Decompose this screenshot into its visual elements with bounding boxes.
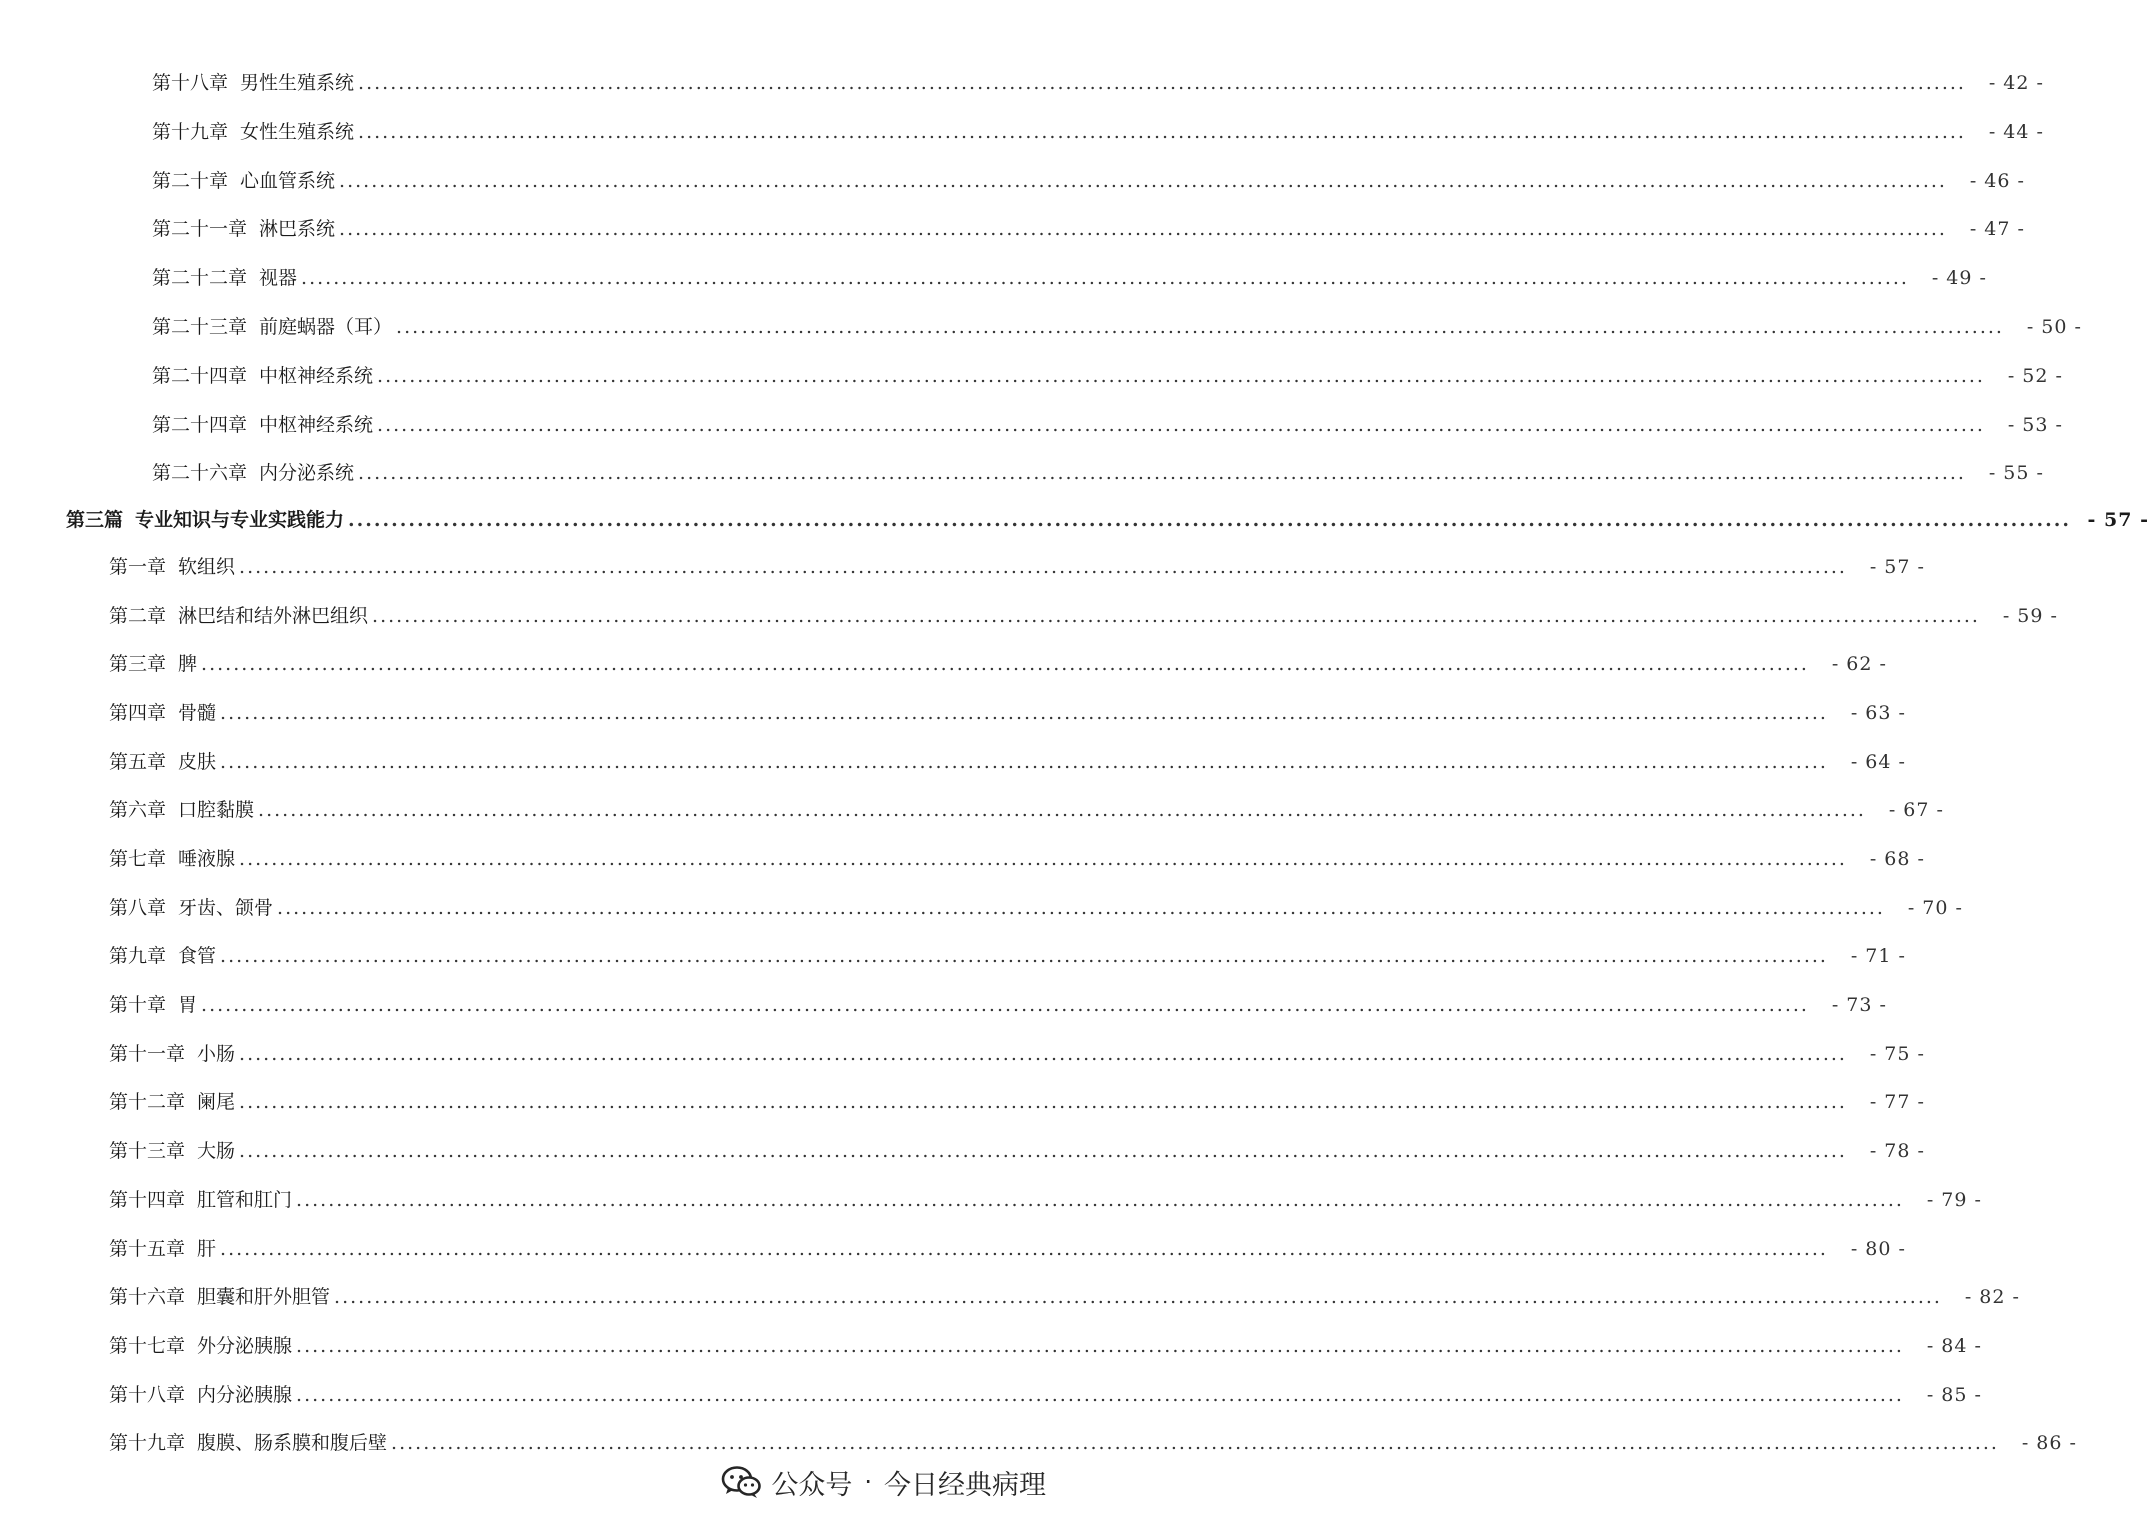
toc-entry-number: 第十二章 — [109, 1091, 186, 1113]
toc-page-number: - 86 - — [2021, 1432, 2077, 1454]
toc-entry-number: 第十九章 — [109, 1432, 186, 1454]
toc-entry-title: 软组织 — [178, 556, 236, 578]
toc-entry-title: 胆囊和肝外胆管 — [197, 1286, 331, 1308]
watermark — [721, 1460, 1046, 1504]
toc-chapter-entry[interactable] — [152, 166, 2025, 196]
toc-entry-title: 淋巴结和结外淋巴组织 — [178, 605, 369, 627]
toc-page-number: - 52 - — [2007, 365, 2063, 387]
toc-entry-title: 食管 — [178, 945, 217, 967]
toc-entry-title: 阑尾 — [197, 1091, 236, 1113]
toc-page-number: - 59 - — [2002, 605, 2058, 627]
toc-dot-leader: ........................................................................................................................................................................................................ — [296, 1189, 1904, 1211]
toc-chapter-entry[interactable] — [109, 1331, 1982, 1361]
toc-page-number: - 70 - — [1907, 897, 1963, 919]
toc-entry-title: 中枢神经系统 — [259, 414, 374, 436]
wechat-icon — [721, 1465, 761, 1499]
toc-dot-leader: ........................................................................................................................................................................................................ — [201, 653, 1809, 675]
toc-dot-leader: ........................................................................................................................................................................................................ — [358, 462, 1966, 484]
toc-chapter-entry[interactable] — [109, 1282, 2020, 1312]
toc-chapter-entry[interactable] — [152, 458, 2044, 488]
toc-dot-leader: ........................................................................................................................................................................................................ — [220, 1238, 1828, 1260]
toc-dot-leader: ........................................................................................................................................................................................................ — [239, 1091, 1847, 1113]
toc-entry-number: 第二章 — [109, 605, 167, 627]
toc-dot-leader: ........................................................................................................................................................................................................ — [339, 218, 1947, 240]
toc-entry-number: 第三章 — [109, 653, 167, 675]
toc-chapter-entry[interactable] — [109, 990, 1887, 1020]
toc-entry-title: 脾 — [178, 653, 198, 675]
toc-chapter-entry[interactable] — [152, 312, 2082, 342]
toc-entry-title: 淋巴系统 — [259, 218, 336, 240]
toc-chapter-entry[interactable] — [109, 698, 1906, 728]
toc-page-number: - 77 - — [1869, 1091, 1925, 1113]
toc-dot-leader: ........................................................................................................................................................................................................ — [258, 799, 1866, 821]
toc-entry-number: 第二十四章 — [152, 414, 248, 436]
toc-entry-number: 第十五章 — [109, 1238, 186, 1260]
toc-entry-number: 第二十一章 — [152, 218, 248, 240]
toc-entry-title: 前庭蜗器（耳） — [259, 316, 393, 338]
toc-page-number: - 85 - — [1926, 1384, 1982, 1406]
toc-chapter-entry[interactable] — [109, 844, 1925, 874]
toc-page-number: - 62 - — [1831, 653, 1887, 675]
toc-page-number: - 79 - — [1926, 1189, 1982, 1211]
toc-chapter-entry[interactable] — [109, 552, 1925, 582]
toc-dot-leader: ........................................................................................................................................................................................................ — [220, 702, 1828, 724]
toc-entry-number: 第七章 — [109, 848, 167, 870]
toc-entry-title: 外分泌胰腺 — [197, 1335, 293, 1357]
toc-page-number: - 63 - — [1850, 702, 1906, 724]
toc-entry-number: 第六章 — [109, 799, 167, 821]
toc-page-number: - 71 - — [1850, 945, 1906, 967]
toc-entry-title: 肝 — [197, 1238, 217, 1260]
toc-chapter-entry[interactable] — [152, 214, 2025, 244]
toc-entry-number: 第十七章 — [109, 1335, 186, 1357]
toc-page-number: - 55 - — [1988, 462, 2044, 484]
toc-chapter-entry[interactable] — [109, 1136, 1925, 1166]
toc-entry-number: 第八章 — [109, 897, 167, 919]
watermark-separator: · — [864, 1468, 872, 1496]
toc-page-number: - 73 - — [1831, 994, 1887, 1016]
toc-dot-leader: ........................................................................................................................................................................................................ — [220, 751, 1828, 773]
toc-page-number: - 46 - — [1969, 170, 2025, 192]
toc-dot-leader: ........................................................................................................................................................................................................ — [334, 1286, 1942, 1308]
toc-entry-title: 女性生殖系统 — [240, 121, 355, 143]
toc-entry-number: 第四章 — [109, 702, 167, 724]
toc-entry-number: 第五章 — [109, 751, 167, 773]
toc-dot-leader: ........................................................................................................................................................................................................ — [377, 365, 1985, 387]
toc-entry-title: 男性生殖系统 — [240, 72, 355, 94]
toc-entry-title: 心血管系统 — [240, 170, 336, 192]
toc-entry-number: 第十八章 — [152, 72, 229, 94]
toc-entry-title: 皮肤 — [178, 751, 217, 773]
toc-page-number: - 42 - — [1988, 72, 2044, 94]
toc-chapter-entry[interactable] — [109, 1380, 1982, 1410]
toc-entry-number: 第十四章 — [109, 1189, 186, 1211]
toc-dot-leader: ........................................................................................................................................................................................................ — [301, 267, 1909, 289]
toc-dot-leader: ........................................................................................................................................................................................................ — [358, 72, 1966, 94]
toc-entry-number: 第二十章 — [152, 170, 229, 192]
toc-entry-number: 第三篇 — [66, 509, 124, 531]
toc-dot-leader: ........................................................................................................................................................................................................ — [239, 556, 1847, 578]
toc-dot-leader: ........................................................................................................................................................................................................ — [239, 1043, 1847, 1065]
toc-chapter-entry[interactable] — [109, 1039, 1925, 1069]
toc-page-number: - 57 - — [1869, 556, 1925, 578]
toc-chapter-entry[interactable] — [109, 1428, 2077, 1458]
toc-entry-number: 第一章 — [109, 556, 167, 578]
toc-entry-number: 第十一章 — [109, 1043, 186, 1065]
toc-chapter-entry[interactable] — [109, 1185, 1982, 1215]
toc-page-number: - 75 - — [1869, 1043, 1925, 1065]
toc-page-number: - 82 - — [1964, 1286, 2020, 1308]
toc-entry-number: 第十三章 — [109, 1140, 186, 1162]
toc-entry-title: 胃 — [178, 994, 198, 1016]
toc-page-number: - 57 - — [2087, 509, 2149, 531]
toc-entry-title: 口腔黏膜 — [178, 799, 255, 821]
toc-chapter-entry[interactable] — [109, 941, 1906, 971]
toc-dot-leader: ........................................................................................................................................................................................................ — [348, 509, 2071, 531]
toc-chapter-entry[interactable] — [109, 747, 1906, 777]
toc-page-number: - 44 - — [1988, 121, 2044, 143]
toc-page-number: - 68 - — [1869, 848, 1925, 870]
toc-chapter-entry[interactable] — [152, 410, 2063, 440]
toc-dot-leader: ........................................................................................................................................................................................................ — [358, 121, 1966, 143]
toc-entry-title: 唾液腺 — [178, 848, 236, 870]
watermark-prefix: 公众号 — [771, 1469, 853, 1501]
toc-page-number: - 80 - — [1850, 1238, 1906, 1260]
toc-entry-number: 第二十六章 — [152, 462, 248, 484]
toc-chapter-entry[interactable] — [152, 117, 2044, 147]
toc-dot-leader: ........................................................................................................................................................................................................ — [396, 316, 2004, 338]
toc-page-number: - 50 - — [2026, 316, 2082, 338]
toc-entry-number: 第十六章 — [109, 1286, 186, 1308]
toc-entry-number: 第九章 — [109, 945, 167, 967]
toc-page-number: - 67 - — [1888, 799, 1944, 821]
toc-entry-title: 牙齿、颌骨 — [178, 897, 274, 919]
toc-dot-leader: ........................................................................................................................................................................................................ — [377, 414, 1985, 436]
toc-entry-title: 肛管和肛门 — [197, 1189, 293, 1211]
toc-entry-title: 骨髓 — [178, 702, 217, 724]
toc-dot-leader: ........................................................................................................................................................................................................ — [296, 1335, 1904, 1357]
toc-entry-title: 腹膜、肠系膜和腹后壁 — [197, 1432, 388, 1454]
toc-entry-number: 第二十四章 — [152, 365, 248, 387]
toc-dot-leader: ........................................................................................................................................................................................................ — [339, 170, 1947, 192]
toc-entry-number: 第十章 — [109, 994, 167, 1016]
toc-entry-number: 第十九章 — [152, 121, 229, 143]
toc-entry-number: 第二十二章 — [152, 267, 248, 289]
toc-entry-number: 第二十三章 — [152, 316, 248, 338]
toc-entry-title: 视器 — [259, 267, 298, 289]
toc-page-number: - 64 - — [1850, 751, 1906, 773]
toc-dot-leader: ........................................................................................................................................................................................................ — [201, 994, 1809, 1016]
toc-chapter-entry[interactable] — [109, 893, 1963, 923]
toc-page-number: - 47 - — [1969, 218, 2025, 240]
toc-dot-leader: ........................................................................................................................................................................................................ — [220, 945, 1828, 967]
toc-page-number: - 49 - — [1931, 267, 1987, 289]
toc-entry-title: 中枢神经系统 — [259, 365, 374, 387]
toc-dot-leader: ........................................................................................................................................................................................................ — [296, 1384, 1904, 1406]
toc-dot-leader: ........................................................................................................................................................................................................ — [372, 605, 1980, 627]
toc-entry-title: 专业知识与专业实践能力 — [135, 509, 345, 531]
toc-chapter-entry[interactable] — [109, 649, 1887, 679]
toc-dot-leader: ........................................................................................................................................................................................................ — [239, 848, 1847, 870]
toc-entry-title: 内分泌系统 — [259, 462, 355, 484]
toc-chapter-entry[interactable] — [152, 361, 2063, 391]
toc-chapter-entry[interactable] — [109, 1087, 1925, 1117]
watermark-account-name: 今日经典病理 — [884, 1469, 1046, 1501]
toc-chapter-entry[interactable] — [109, 1234, 1906, 1264]
toc-entry-number: 第十八章 — [109, 1384, 186, 1406]
toc-entry-title: 小肠 — [197, 1043, 236, 1065]
toc-chapter-entry[interactable] — [152, 263, 1987, 293]
toc-page-number: - 84 - — [1926, 1335, 1982, 1357]
toc-page-number: - 53 - — [2007, 414, 2063, 436]
toc-chapter-entry[interactable] — [109, 601, 2058, 631]
toc-part-entry[interactable] — [66, 505, 2149, 535]
toc-dot-leader: ........................................................................................................................................................................................................ — [277, 897, 1885, 919]
toc-page-number: - 78 - — [1869, 1140, 1925, 1162]
toc-dot-leader: ........................................................................................................................................................................................................ — [391, 1432, 1999, 1454]
toc-chapter-entry[interactable] — [109, 795, 1944, 825]
toc-chapter-entry[interactable] — [152, 68, 2044, 98]
toc-entry-title: 大肠 — [197, 1140, 236, 1162]
toc-dot-leader: ........................................................................................................................................................................................................ — [239, 1140, 1847, 1162]
toc-entry-title: 内分泌胰腺 — [197, 1384, 293, 1406]
